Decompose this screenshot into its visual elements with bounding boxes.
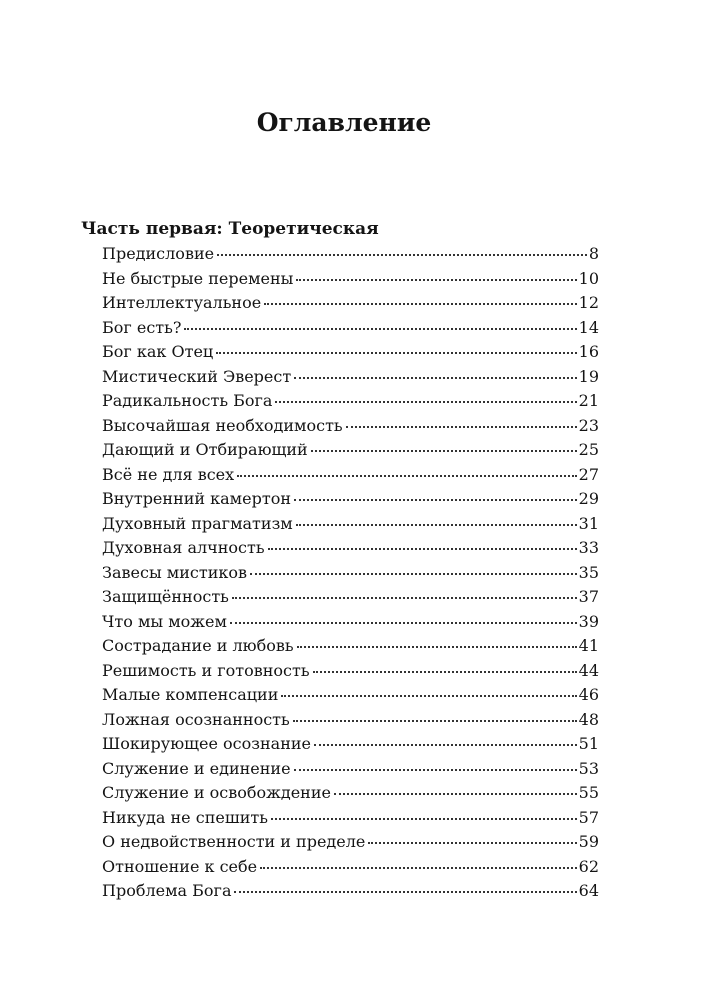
- dot-leader: [294, 377, 576, 379]
- toc-entry: [102, 291, 599, 316]
- dot-leader: [293, 720, 577, 722]
- toc-entry: [102, 634, 599, 659]
- toc-entry: [102, 561, 599, 586]
- toc-entry-title: Служение и единение: [102, 758, 291, 778]
- dot-leader: [216, 352, 576, 354]
- toc-entry-page-number: 31: [578, 513, 599, 533]
- dot-leader: [275, 401, 576, 403]
- toc-entry-page-number: 35: [578, 562, 599, 582]
- toc-entry-title: Шокирующее осознание: [102, 734, 311, 753]
- dot-leader: [346, 426, 577, 428]
- toc-entry: [102, 438, 599, 463]
- toc-entry-title: Дающий и Отбирающий: [102, 440, 308, 459]
- toc-entry-title: Интеллектуальное: [102, 293, 262, 312]
- toc-entry-title: Отношение к себе: [102, 856, 258, 876]
- dot-leader: [230, 622, 577, 624]
- toc-entry: [102, 757, 599, 782]
- toc-entry: [102, 781, 599, 806]
- toc-entry-page-number: 14: [578, 317, 599, 337]
- toc-entry-page-number: 64: [578, 881, 599, 900]
- toc-entry-page-number: 19: [578, 366, 599, 386]
- toc-entry-title: Проблема Бога: [102, 881, 232, 900]
- toc-entry: [102, 855, 599, 880]
- toc-entry-page-number: 27: [578, 464, 599, 484]
- toc-entry-page-number: 25: [578, 440, 599, 459]
- dot-leader: [217, 254, 587, 256]
- toc-entry: [102, 316, 599, 341]
- dot-leader: [294, 769, 577, 771]
- toc-entry-title: Высочайшая необходимость: [102, 415, 343, 435]
- toc-entry-page-number: 39: [578, 611, 599, 631]
- dot-leader: [268, 548, 577, 550]
- toc-entry-title: Никуда не спешить: [102, 807, 268, 827]
- toc-entry: [102, 659, 599, 684]
- toc-entry: [102, 463, 599, 488]
- dot-leader: [184, 328, 576, 330]
- dot-leader: [281, 695, 576, 697]
- toc-entry-page-number: 57: [578, 807, 599, 827]
- toc-entry-page-number: 21: [578, 391, 599, 410]
- dot-leader: [264, 303, 576, 305]
- toc-entry-title: О недвойственности и пределе: [102, 832, 366, 851]
- toc-entry: [102, 365, 599, 390]
- toc-entry: [102, 267, 599, 292]
- toc-entry-page-number: 37: [578, 587, 599, 606]
- toc-entry: [102, 708, 599, 733]
- toc-entry-title: Ложная осознанность: [102, 709, 290, 729]
- dot-leader: [234, 891, 576, 893]
- toc-entry: [102, 414, 599, 439]
- toc-entry-title: Малые компенсации: [102, 685, 279, 704]
- dot-leader: [311, 450, 577, 452]
- toc-entry: [102, 806, 599, 831]
- toc-entry-title: Мистический Эверест: [102, 366, 292, 386]
- toc-entry: [102, 512, 599, 537]
- toc-entry-title: Что мы можем: [102, 611, 227, 631]
- toc-entry-page-number: 44: [578, 660, 599, 680]
- toc-list: [102, 242, 599, 904]
- toc-entry-page-number: 51: [578, 734, 599, 753]
- dot-leader: [334, 793, 577, 795]
- toc-entry: [102, 340, 599, 365]
- toc-entry-title: Духовный прагматизм: [102, 513, 293, 533]
- dot-leader: [297, 646, 577, 648]
- page-title: Оглавление: [256, 108, 432, 137]
- toc-entry-page-number: 23: [578, 415, 599, 435]
- toc-entry-title: Внутренний камертон: [102, 489, 291, 508]
- dot-leader: [271, 818, 577, 820]
- toc-entry-title: Всё не для всех: [102, 464, 235, 484]
- toc-entry: [102, 585, 599, 610]
- toc-entry-page-number: 53: [578, 758, 599, 778]
- toc-entry: [102, 487, 599, 512]
- toc-entry-title: Завесы мистиков: [102, 562, 247, 582]
- dot-leader: [232, 597, 577, 599]
- toc-entry-page-number: 59: [578, 832, 599, 851]
- toc-entry: [102, 683, 599, 708]
- dot-leader: [294, 499, 577, 501]
- toc-entry-title: Духовная алчность: [102, 538, 265, 557]
- toc-entry-page-number: 62: [578, 856, 599, 876]
- dot-leader: [296, 279, 576, 281]
- dot-leader: [313, 671, 577, 673]
- dot-leader: [250, 573, 577, 575]
- toc-entry-page-number: 41: [578, 636, 599, 655]
- toc-entry-title: Предисловие: [102, 244, 215, 263]
- toc-entry-page-number: 46: [578, 685, 599, 704]
- toc-entry: [102, 389, 599, 414]
- toc-entry-page-number: 12: [578, 293, 599, 312]
- dot-leader: [296, 524, 577, 526]
- toc-entry-page-number: 16: [578, 342, 599, 361]
- toc-entry: [102, 879, 599, 904]
- toc-entry-title: Сострадание и любовь: [102, 636, 294, 655]
- dot-leader: [314, 744, 577, 746]
- toc-entry-page-number: 29: [578, 489, 599, 508]
- toc-entry-title: Бог как Отец: [102, 342, 214, 361]
- toc-entry: [102, 242, 599, 267]
- toc-entry-page-number: 48: [578, 709, 599, 729]
- toc-entry: [102, 610, 599, 635]
- toc-entry-title: Защищённость: [102, 587, 229, 606]
- toc-entry: [102, 536, 599, 561]
- toc-entry-page-number: 10: [578, 268, 599, 288]
- dot-leader: [237, 475, 576, 477]
- toc-entry-page-number: 55: [578, 783, 599, 802]
- toc-entry-title: Служение и освобождение: [102, 783, 331, 802]
- toc-entry-title: Решимость и готовность: [102, 660, 310, 680]
- toc-entry: [102, 732, 599, 757]
- dot-leader: [368, 842, 576, 844]
- toc-entry-title: Не быстрые перемены: [102, 268, 294, 288]
- toc-entry-page-number: 33: [578, 538, 599, 557]
- toc-entry: [102, 830, 599, 855]
- dot-leader: [260, 867, 577, 869]
- part-heading: Часть первая: Теоретическая: [81, 219, 379, 239]
- toc-entry-page-number: 8: [588, 244, 599, 263]
- toc-entry-title: Радикальность Бога: [102, 391, 273, 410]
- toc-entry-title: Бог есть?: [102, 317, 182, 337]
